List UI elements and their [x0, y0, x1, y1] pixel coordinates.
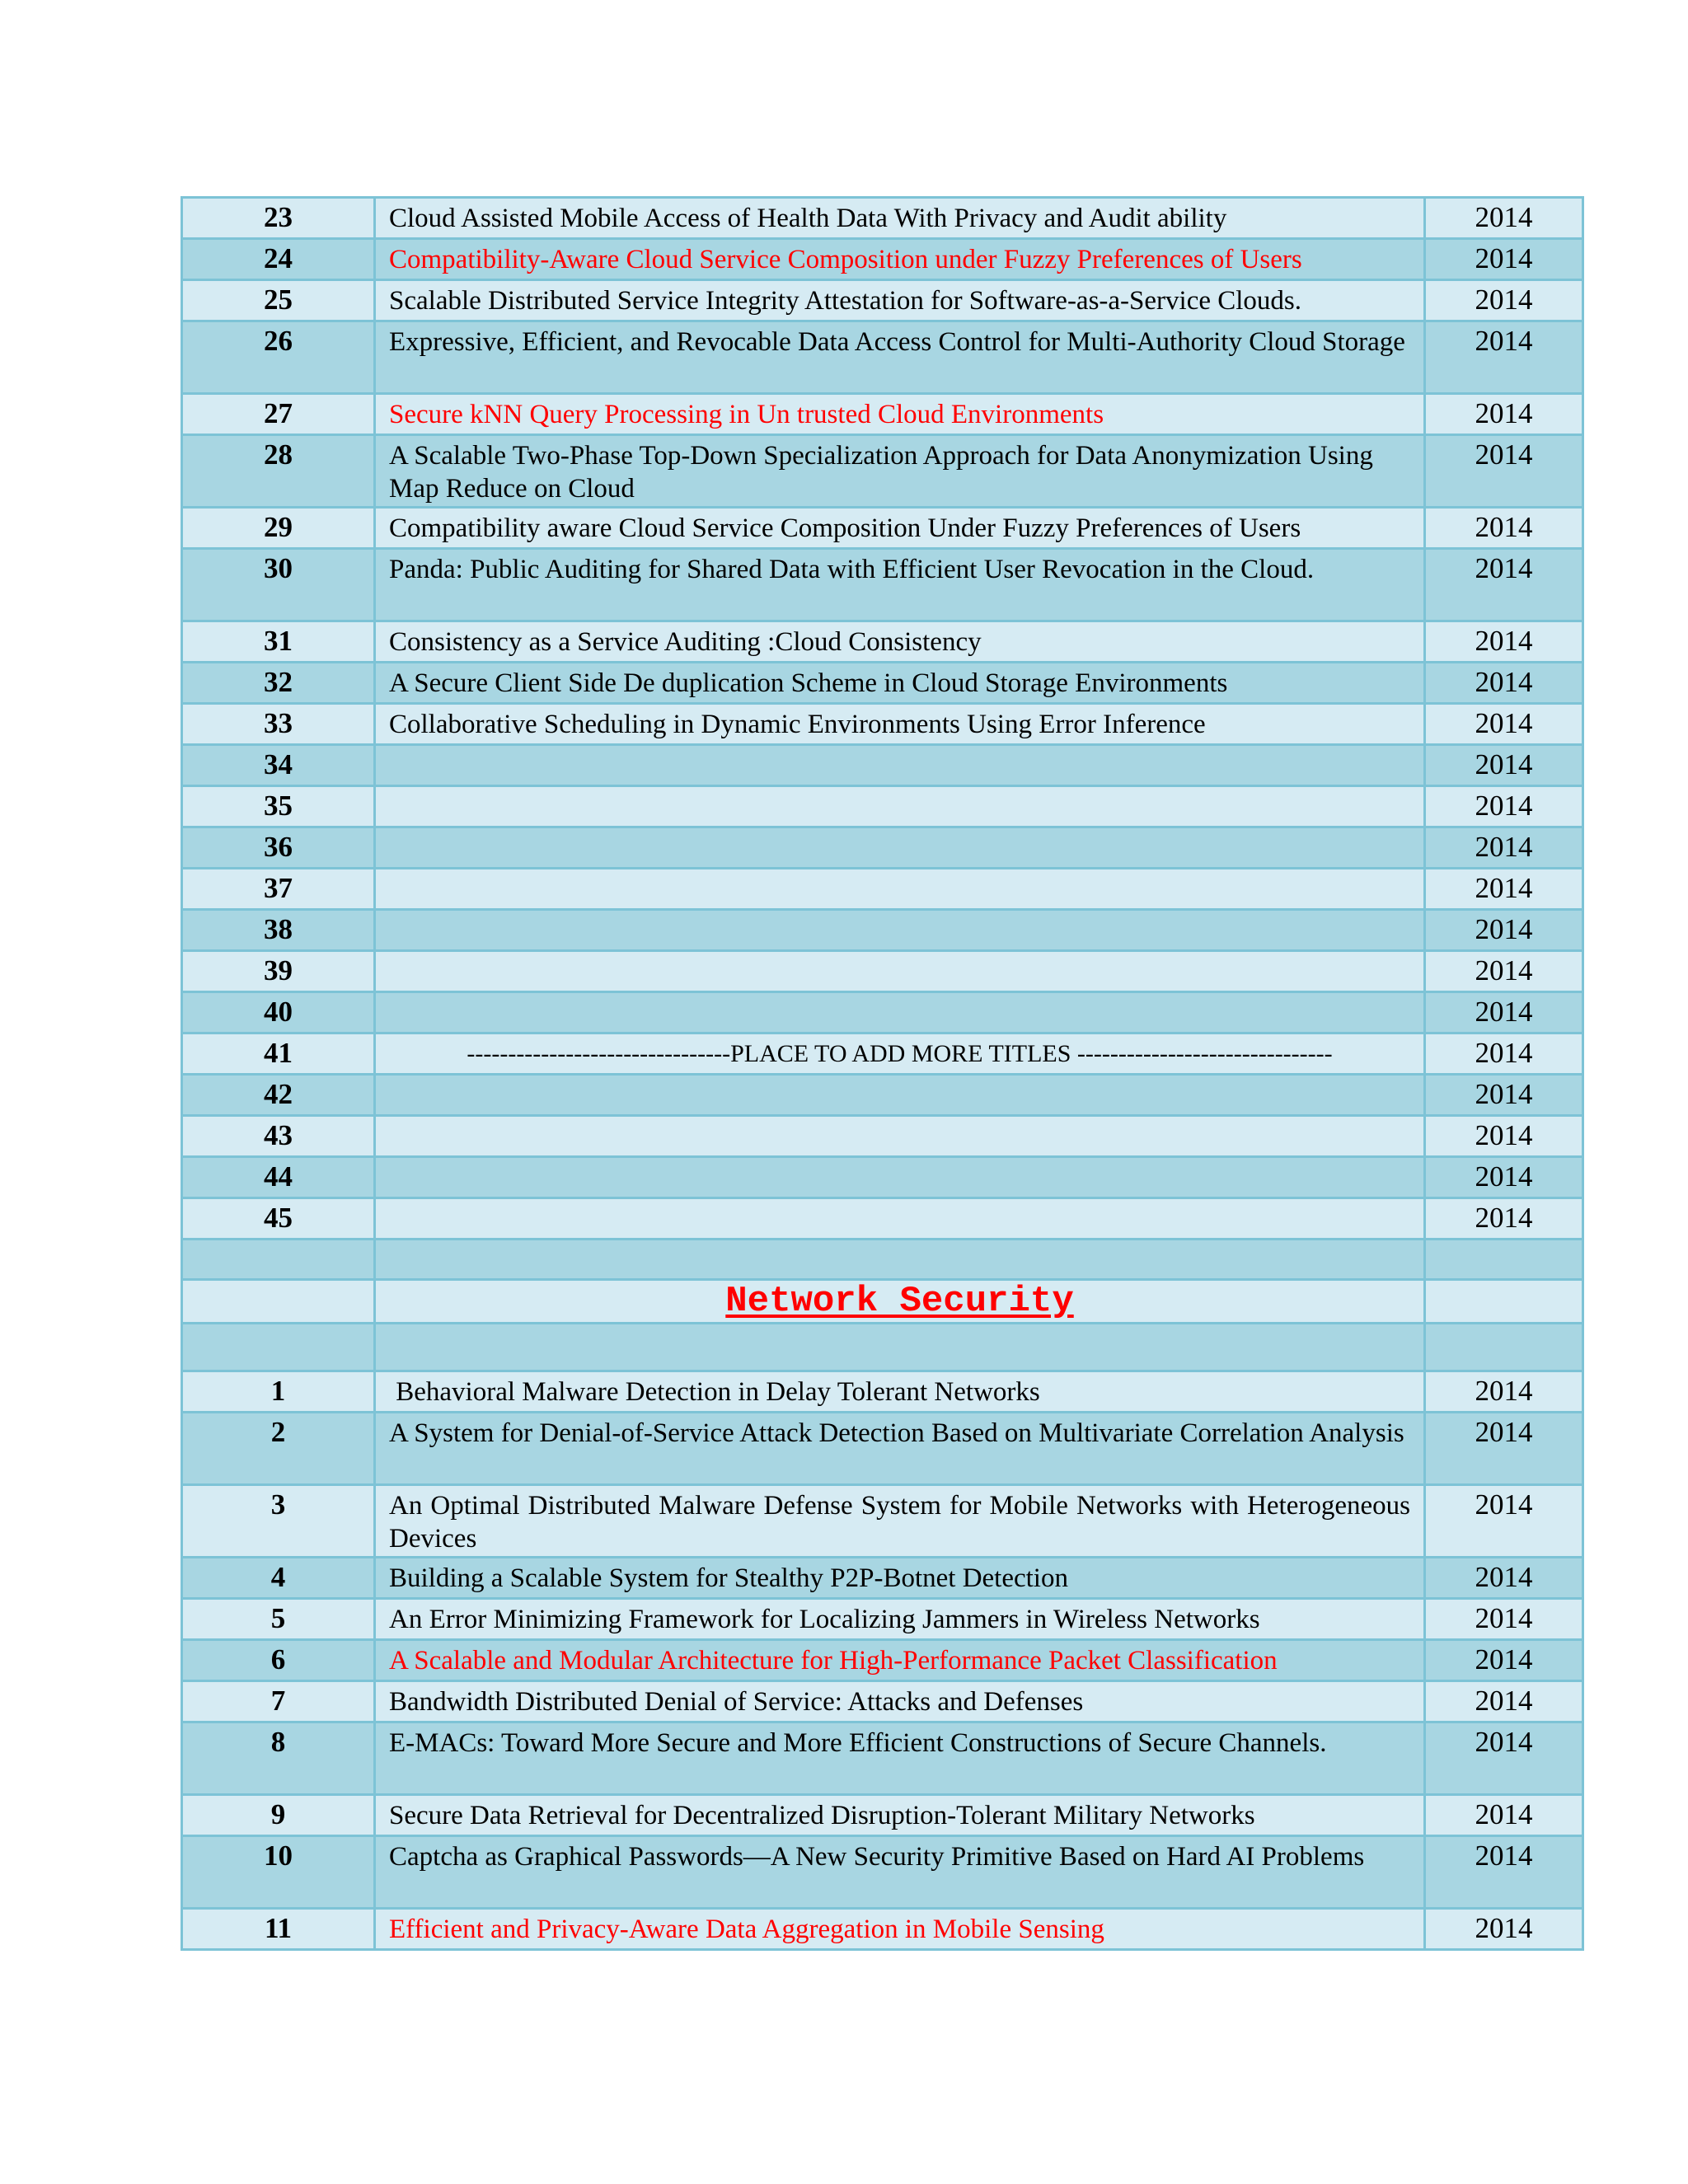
row-title: E-MACs: Toward More Secure and More Efficient Constructions of Secure Channels. — [375, 1722, 1425, 1795]
table-row — [182, 1116, 1583, 1157]
row-title: Secure kNN Query Processing in Un trusted Cloud Environments — [375, 394, 1425, 435]
row-title — [375, 1116, 1425, 1157]
row-year: 2014 — [1425, 280, 1583, 321]
row-title — [375, 827, 1425, 869]
row-number: 24 — [182, 239, 375, 280]
section-heading-row — [182, 1280, 1583, 1324]
row-year: 2014 — [1425, 1558, 1583, 1599]
row-number: 1 — [182, 1371, 375, 1413]
row-title: Expressive, Efficient, and Revocable Data Access Control for Multi-Authority Cloud Storage — [375, 321, 1425, 394]
row-title — [375, 869, 1425, 910]
row-year: 2014 — [1425, 704, 1583, 745]
row-title: Secure Data Retrieval for Decentralized Disruption-Tolerant Military Networks — [375, 1795, 1425, 1836]
table-row — [182, 1413, 1583, 1485]
row-number: 36 — [182, 827, 375, 869]
row-year: 2014 — [1425, 951, 1583, 992]
row-number: 38 — [182, 910, 375, 951]
row-number: 27 — [182, 394, 375, 435]
row-number: 34 — [182, 745, 375, 786]
row-title — [375, 786, 1425, 827]
row-number: 43 — [182, 1116, 375, 1157]
row-year: 2014 — [1425, 394, 1583, 435]
row-title: A Secure Client Side De duplication Scheme in Cloud Storage Environments — [375, 663, 1425, 704]
row-year: 2014 — [1425, 1371, 1583, 1413]
table-row — [182, 951, 1583, 992]
row-year: 2014 — [1425, 1795, 1583, 1836]
row-year: 2014 — [1425, 992, 1583, 1033]
row-title: A System for Denial-of-Service Attack Detection Based on Multivariate Correlation Analysis — [375, 1413, 1425, 1485]
section-heading: Network Security — [725, 1281, 1074, 1322]
row-number: 5 — [182, 1599, 375, 1640]
table-row — [182, 1157, 1583, 1198]
row-number: 33 — [182, 704, 375, 745]
row-year: 2014 — [1425, 198, 1583, 239]
section-heading-cell — [375, 1280, 1425, 1324]
row-year: 2014 — [1425, 549, 1583, 621]
row-number: 39 — [182, 951, 375, 992]
table-row — [182, 508, 1583, 549]
row-year: 2014 — [1425, 1722, 1583, 1795]
row-year: 2014 — [1425, 1198, 1583, 1240]
table-row — [182, 910, 1583, 951]
table-row — [182, 1909, 1583, 1950]
row-number: 28 — [182, 435, 375, 508]
row-title — [375, 910, 1425, 951]
row-number: 29 — [182, 508, 375, 549]
row-title: A Scalable Two-Phase Top-Down Specialization Approach for Data Anonymization Using Map Reduce on Cloud — [375, 435, 1425, 508]
row-year: 2014 — [1425, 869, 1583, 910]
row-year: 2014 — [1425, 1909, 1583, 1950]
row-year: 2014 — [1425, 321, 1583, 394]
row-number: 40 — [182, 992, 375, 1033]
row-year: 2014 — [1425, 1157, 1583, 1198]
table-row — [182, 1371, 1583, 1413]
row-number: 35 — [182, 786, 375, 827]
spacer-row — [182, 1324, 1583, 1371]
table-row — [182, 321, 1583, 394]
row-year: 2014 — [1425, 827, 1583, 869]
row-title: Cloud Assisted Mobile Access of Health Data With Privacy and Audit ability — [375, 198, 1425, 239]
row-year: 2014 — [1425, 786, 1583, 827]
row-year: 2014 — [1425, 508, 1583, 549]
row-number: 42 — [182, 1075, 375, 1116]
row-year: 2014 — [1425, 745, 1583, 786]
spacer-row — [182, 1240, 1583, 1280]
row-number: 31 — [182, 621, 375, 663]
table-row — [182, 1485, 1583, 1558]
row-number: 32 — [182, 663, 375, 704]
table-row — [182, 280, 1583, 321]
row-title — [375, 1157, 1425, 1198]
row-year: 2014 — [1425, 1116, 1583, 1157]
table-row — [182, 1795, 1583, 1836]
row-number: 9 — [182, 1795, 375, 1836]
row-title: Compatibility aware Cloud Service Composition Under Fuzzy Preferences of Users — [375, 508, 1425, 549]
row-year: 2014 — [1425, 239, 1583, 280]
row-title — [375, 1075, 1425, 1116]
table-row — [182, 1198, 1583, 1240]
table-row — [182, 549, 1583, 621]
table-row — [182, 663, 1583, 704]
row-year: 2014 — [1425, 435, 1583, 508]
table-row — [182, 827, 1583, 869]
row-number: 37 — [182, 869, 375, 910]
table-row — [182, 786, 1583, 827]
table-row — [182, 704, 1583, 745]
row-year: 2014 — [1425, 1485, 1583, 1558]
row-year: 2014 — [1425, 1599, 1583, 1640]
row-title: A Scalable and Modular Architecture for High-Performance Packet Classification — [375, 1640, 1425, 1681]
table-row — [182, 621, 1583, 663]
row-title: Efficient and Privacy-Aware Data Aggregation in Mobile Sensing — [375, 1909, 1425, 1950]
row-title: Building a Scalable System for Stealthy P2P-Botnet Detection — [375, 1558, 1425, 1599]
row-title: Panda: Public Auditing for Shared Data with Efficient User Revocation in the Cloud. — [375, 549, 1425, 621]
row-number: 7 — [182, 1681, 375, 1722]
row-year: 2014 — [1425, 910, 1583, 951]
row-number: 3 — [182, 1485, 375, 1558]
row-title: Behavioral Malware Detection in Delay Tolerant Networks — [375, 1371, 1425, 1413]
table-row — [182, 745, 1583, 786]
row-number: 44 — [182, 1157, 375, 1198]
row-number: 45 — [182, 1198, 375, 1240]
table-row — [182, 394, 1583, 435]
table-row — [182, 198, 1583, 239]
row-year: 2014 — [1425, 1413, 1583, 1485]
row-title — [375, 1198, 1425, 1240]
table-row — [182, 1640, 1583, 1681]
table-row — [182, 1075, 1583, 1116]
placeholder-text: --------------------------------PLACE TO ADD MORE TITLES ------------------------------- — [375, 1033, 1425, 1075]
row-year: 2014 — [1425, 1033, 1583, 1075]
row-title: Compatibility-Aware Cloud Service Composition under Fuzzy Preferences of Users — [375, 239, 1425, 280]
table-row — [182, 992, 1583, 1033]
row-number: 26 — [182, 321, 375, 394]
row-title: Consistency as a Service Auditing :Cloud Consistency — [375, 621, 1425, 663]
table-row — [182, 239, 1583, 280]
table-row — [182, 1836, 1583, 1909]
row-title: Scalable Distributed Service Integrity Attestation for Software-as-a-Service Clouds. — [375, 280, 1425, 321]
table-row — [182, 1599, 1583, 1640]
row-title: An Optimal Distributed Malware Defense System for Mobile Networks with Heterogeneous Devices — [375, 1485, 1425, 1558]
row-number: 8 — [182, 1722, 375, 1795]
row-number: 4 — [182, 1558, 375, 1599]
row-year: 2014 — [1425, 1681, 1583, 1722]
row-year: 2014 — [1425, 1836, 1583, 1909]
row-number: 41 — [182, 1033, 375, 1075]
table-row — [182, 435, 1583, 508]
project-titles-table — [181, 196, 1584, 1951]
row-year: 2014 — [1425, 621, 1583, 663]
row-title: Collaborative Scheduling in Dynamic Environments Using Error Inference — [375, 704, 1425, 745]
row-number: 23 — [182, 198, 375, 239]
row-title — [375, 992, 1425, 1033]
table-row — [182, 1033, 1583, 1075]
row-number: 25 — [182, 280, 375, 321]
row-number: 10 — [182, 1836, 375, 1909]
row-title: An Error Minimizing Framework for Localizing Jammers in Wireless Networks — [375, 1599, 1425, 1640]
row-number: 6 — [182, 1640, 375, 1681]
table-row — [182, 1558, 1583, 1599]
row-title — [375, 745, 1425, 786]
row-year: 2014 — [1425, 1075, 1583, 1116]
row-number: 11 — [182, 1909, 375, 1950]
row-title: Bandwidth Distributed Denial of Service: Attacks and Defenses — [375, 1681, 1425, 1722]
row-number: 2 — [182, 1413, 375, 1485]
row-number: 30 — [182, 549, 375, 621]
table-row — [182, 1681, 1583, 1722]
table-row — [182, 869, 1583, 910]
table-row — [182, 1722, 1583, 1795]
row-year: 2014 — [1425, 663, 1583, 704]
row-title — [375, 951, 1425, 992]
row-title: Captcha as Graphical Passwords—A New Security Primitive Based on Hard AI Problems — [375, 1836, 1425, 1909]
row-year: 2014 — [1425, 1640, 1583, 1681]
